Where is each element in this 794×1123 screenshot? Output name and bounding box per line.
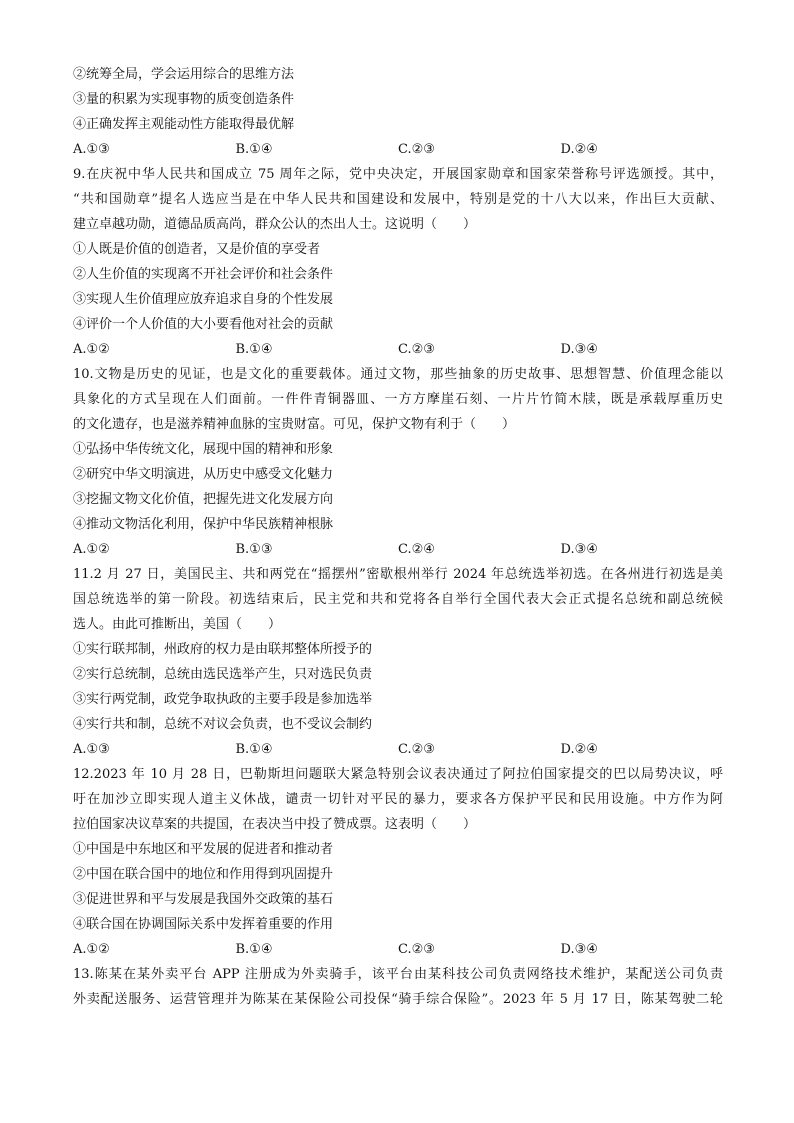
question-text-line: 外卖配送服务、运营管理并为陈某在某保险公司投保“骑手综合保险”。2023 年 5 月 17 日，陈某驾驶二轮 bbox=[73, 992, 723, 1007]
answer-options bbox=[73, 137, 723, 162]
answer-option: D.③④ bbox=[560, 542, 598, 557]
question-text-line: 的文化遗存，也是滋养精神血脉的宝贵财富。可见，保护文物有利于（ ） bbox=[73, 417, 516, 432]
answer-option: C.②③ bbox=[398, 942, 435, 957]
question-text-line: 12.2023 年 10 月 28 日，巴勒斯坦问题联大紧急特别会议表决通过了阿拉伯国家提交的巴以局势决议，呼 bbox=[73, 767, 723, 782]
statement-line: ④正确发挥主观能动性方能取得最优解 bbox=[73, 117, 295, 132]
question-13 bbox=[73, 962, 723, 1012]
answer-option: C.②④ bbox=[398, 542, 435, 557]
question-text-line: 拉伯国家决议草案的共提国，在表决当中投了赞成票。这表明（ ） bbox=[73, 817, 477, 832]
statement-line: ②实行总统制，总统由选民选举产生，只对选民负责 bbox=[73, 667, 373, 682]
answer-option: D.②④ bbox=[560, 142, 598, 157]
answer-option: B.①④ bbox=[235, 142, 273, 157]
answer-option: A.①② bbox=[73, 942, 110, 957]
statement-line: ③挖掘文物文化价值，把握先进文化发展方向 bbox=[73, 492, 334, 507]
statement-line: ①人既是价值的创造者，又是价值的享受者 bbox=[73, 242, 321, 257]
answer-option: B.①④ bbox=[235, 942, 273, 957]
question-text-line: 建立卓越功勋，道德品质高尚，群众公认的杰出人士。这说明（ ） bbox=[73, 217, 477, 232]
question-text-line: 具象化的方式呈现在人们面前。一件件青铜器皿、一方方摩崖石刻、一片片竹简木牍，既是承载厚重历史 bbox=[73, 392, 723, 407]
statement-line: ④推动文物活化利用，保护中华民族精神根脉 bbox=[73, 517, 334, 532]
statement-line: ①弘扬中华传统文化，展现中国的精神和形象 bbox=[73, 442, 334, 457]
question-11 bbox=[73, 562, 723, 637]
statement-line: ①实行联邦制，州政府的权力是由联邦整体所授予的 bbox=[73, 642, 373, 657]
statement-line: ②统筹全局，学会运用综合的思维方法 bbox=[73, 67, 295, 82]
statement-line: ③实现人生价值理应放弃追求自身的个性发展 bbox=[73, 292, 334, 307]
answer-option: A.①② bbox=[73, 542, 110, 557]
answer-option: C.②③ bbox=[398, 142, 435, 157]
question-text-line: 13.陈某在某外卖平台 APP 注册成为外卖骑手，该平台由某科技公司负责网络技术维护，某配送公司负责 bbox=[73, 967, 723, 982]
question-10 bbox=[73, 362, 723, 437]
question-text-line: 9.在庆祝中华人民共和国成立 75 周年之际，党中央决定，开展国家勋章和国家荣誉称号评选颁授。其中， bbox=[73, 167, 723, 182]
statement-line: ②中国在联合国中的地位和作用得到巩固提升 bbox=[73, 867, 334, 882]
question-text-line: 选人。由此可推断出，美国（ ） bbox=[73, 617, 282, 632]
statement-line: ①中国是中东地区和平发展的促进者和推动者 bbox=[73, 842, 334, 857]
statement-line: ④实行共和制，总统不对议会负责，也不受议会制约 bbox=[73, 717, 373, 732]
question-text-line: 11.2 月 27 日，美国民主、共和两党在“摇摆州”密歇根州举行 2024 年总统选举初选。在各州进行初选是美 bbox=[73, 567, 723, 582]
question-12 bbox=[73, 762, 723, 837]
statement-line: ③促进世界和平与发展是我国外交政策的基石 bbox=[73, 892, 334, 907]
statement-line: ②人生价值的实现离不开社会评价和社会条件 bbox=[73, 267, 334, 282]
question-text-line: “共和国勋章”提名人选应当是在中华人民共和国建设和发展中，特别是党的十八大以来，作出巨大贡献、 bbox=[73, 192, 723, 207]
answer-option: D.②④ bbox=[560, 742, 598, 757]
answer-option: A.①③ bbox=[73, 142, 110, 157]
answer-options bbox=[73, 737, 723, 762]
statement-line: ③量的积累为实现事物的质变创造条件 bbox=[73, 92, 295, 107]
answer-options bbox=[73, 537, 723, 562]
statement-line: ④评价一个人价值的大小要看他对社会的贡献 bbox=[73, 317, 334, 332]
question-text-line: 吁在加沙立即实现人道主义休战，谴责一切针对平民的暴力，要求各方保护平民和民用设施。中方作为阿 bbox=[73, 792, 723, 807]
answer-option: A.①③ bbox=[73, 742, 110, 757]
answer-options bbox=[73, 337, 723, 362]
answer-option: B.①③ bbox=[235, 542, 273, 557]
question-text-line: 国总统选举的第一阶段。初选结束后，民主党和共和党将各自举行全国代表大会正式提名总统和副总统候 bbox=[73, 592, 723, 607]
answer-option: C.②③ bbox=[398, 742, 435, 757]
question-9 bbox=[73, 162, 723, 237]
answer-option: D.③④ bbox=[560, 942, 598, 957]
answer-option: B.①④ bbox=[235, 742, 273, 757]
exam-content bbox=[73, 62, 723, 1012]
answer-option: C.②③ bbox=[398, 342, 435, 357]
statement-line: ④联合国在协调国际关系中发挥着重要的作用 bbox=[73, 917, 334, 932]
answer-option: D.③④ bbox=[560, 342, 598, 357]
answer-option: B.①④ bbox=[235, 342, 273, 357]
statement-line: ③实行两党制，政党争取执政的主要手段是参加选举 bbox=[73, 692, 373, 707]
statement-line: ②研究中华文明演进，从历史中感受文化魅力 bbox=[73, 467, 334, 482]
question-text-line: 10.文物是历史的见证，也是文化的重要载体。通过文物，那些抽象的历史故事、思想智慧、价值理念能以 bbox=[73, 367, 723, 382]
answer-option: A.①② bbox=[73, 342, 110, 357]
answer-options bbox=[73, 937, 723, 962]
